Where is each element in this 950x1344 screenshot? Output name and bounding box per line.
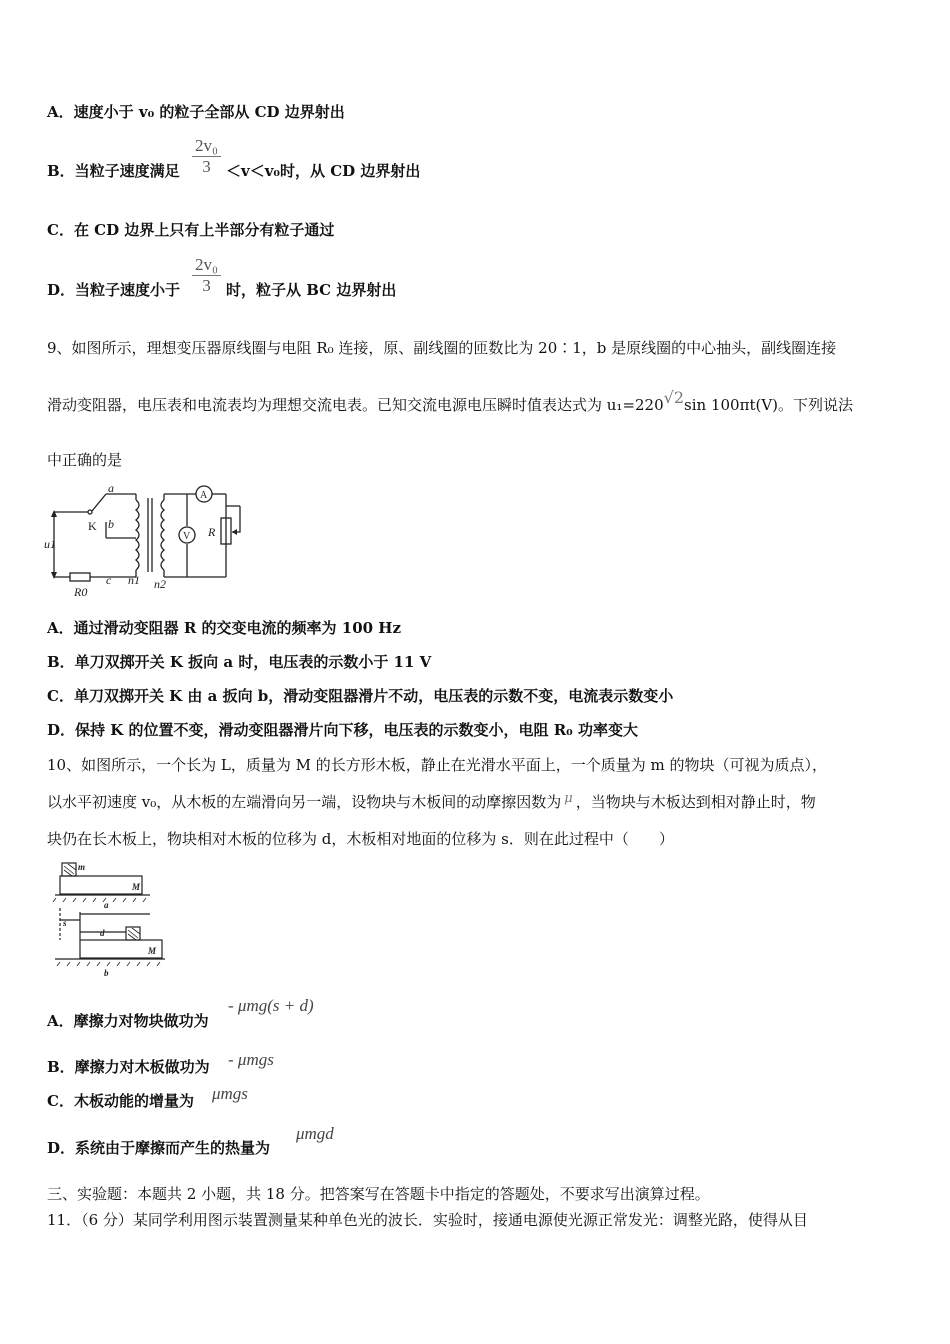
q8-option-d-prefix: D．当粒子速度小于 [47, 281, 181, 299]
q10-option-b-expression: - μmgs [228, 1050, 274, 1069]
board-block-diagram [50, 858, 175, 980]
q11-stem: 11．（6 分）某同学利用图示装置测量某种单色光的波长．实验时，接通电源使光源正常发光：调整光路，使得从目 [47, 1211, 808, 1229]
q8-option-b-prefix: B．当粒子速度满足 [47, 162, 180, 180]
q9-stem-line3: 中正确的是 [47, 451, 123, 469]
label-c: c [106, 573, 112, 587]
fraction-numerator: 2v₀ [192, 255, 221, 276]
q10-stem-line3: 块仍在长木板上，物块相对木板的位移为 d，木板相对地面的位移为 s．则在此过程中（ ） [47, 830, 674, 848]
label-big-m-top: M [132, 882, 141, 892]
label-d: d [100, 928, 105, 938]
q8-option-b-suffix: ＜v＜v₀时，从 CD 边界射出 [226, 162, 421, 180]
label-voltmeter: V [183, 531, 191, 542]
fraction-numerator: 2v₀ [192, 136, 221, 157]
q10-option-a: A．摩擦力对物块做功为 [47, 1012, 209, 1030]
section3-heading: 三、实验题：本题共 2 小题，共 18 分。把答案写在答题卡中指定的答题处，不要求写出演算过程。 [47, 1185, 710, 1203]
sqrt-expression: √2 [663, 388, 685, 407]
q9-stem-line1: 9、如图所示，理想变压器原线圈与电阻 R₀ 连接，原、副线圈的匝数比为 20∶1，b 是原线圈的中心抽头，副线圈连接 [47, 339, 837, 357]
label-r0: R0 [74, 585, 88, 599]
resistor-r0 [70, 573, 90, 581]
label-n1: n1 [128, 573, 140, 587]
q10-stem-line2-suffix: ，当物块与木板达到相对静止时，物 [575, 793, 816, 811]
q9-option-d: D．保持 K 的位置不变，滑动变阻器滑片向下移，电压表的示数变小，电阻 R₀ 功率变大 [47, 721, 638, 739]
q8-option-b-fraction [192, 136, 221, 177]
label-big-m-bottom: M [148, 946, 157, 956]
q9-stem-line2-suffix: sin 100πt(V)。下列说法 [684, 396, 854, 414]
q10-stem-line2 [47, 792, 816, 814]
q10-option-b: B．摩擦力对木板做功为 [47, 1058, 210, 1076]
fraction-denominator: 3 [202, 276, 211, 295]
q8-option-c: C．在 CD 边界上只有上半部分有粒子通过 [47, 221, 335, 239]
q8-option-a: A．速度小于 v₀ 的粒子全部从 CD 边界射出 [47, 103, 345, 121]
label-a: a [104, 900, 109, 910]
label-ammeter: A [200, 490, 208, 501]
transformer-circuit-diagram [44, 480, 249, 600]
q10-option-d-expression: μmgd [296, 1124, 334, 1143]
q10-stem-line1: 10、如图所示，一个长为 L，质量为 M 的长方形木板，静止在光滑水平面上，一个质量为 m 的物块（可视为质点）， [47, 756, 827, 774]
label-r: R [208, 525, 216, 539]
label-a: a [108, 481, 114, 495]
label-b: b [104, 968, 109, 978]
label-n2: n2 [154, 577, 166, 591]
q8-option-d-fraction [192, 255, 221, 296]
q8-option-d-suffix: 时，粒子从 BC 边界射出 [226, 281, 397, 299]
q9-option-a: A．通过滑动变阻器 R 的交变电流的频率为 100 Hz [47, 619, 401, 637]
label-m: m [78, 862, 86, 872]
label-u1: u1 [44, 537, 56, 551]
q9-stem-line2-prefix: 滑动变阻器，电压表和电流表均为理想交流电表。已知交流电源电压瞬时值表达式为 u₁=220 [47, 396, 664, 414]
q10-option-c: C．木板动能的增量为 [47, 1092, 194, 1110]
fraction-denominator: 3 [202, 157, 211, 176]
q10-option-c-expression: μmgs [212, 1084, 248, 1103]
label-b: b [108, 517, 114, 531]
q9-stem-line2 [47, 388, 854, 415]
label-k: K [88, 519, 97, 533]
q10-stem-line2-prefix: 以水平初速度 v₀，从木板的左端滑向另一端，设物块与木板间的动摩擦因数为 [47, 793, 562, 811]
q9-option-c: C．单刀双掷开关 K 由 a 扳向 b，滑动变阻器滑片不动，电压表的示数不变，电流表示数变小 [47, 687, 674, 705]
label-s: s [63, 918, 67, 928]
mu-symbol: μ [564, 791, 573, 806]
q10-option-a-expression: - μmg(s + d) [228, 996, 314, 1015]
q9-option-b: B．单刀双掷开关 K 扳向 a 时，电压表的示数小于 11 V [47, 653, 432, 671]
q10-option-d: D．系统由于摩擦而产生的热量为 [47, 1139, 271, 1157]
